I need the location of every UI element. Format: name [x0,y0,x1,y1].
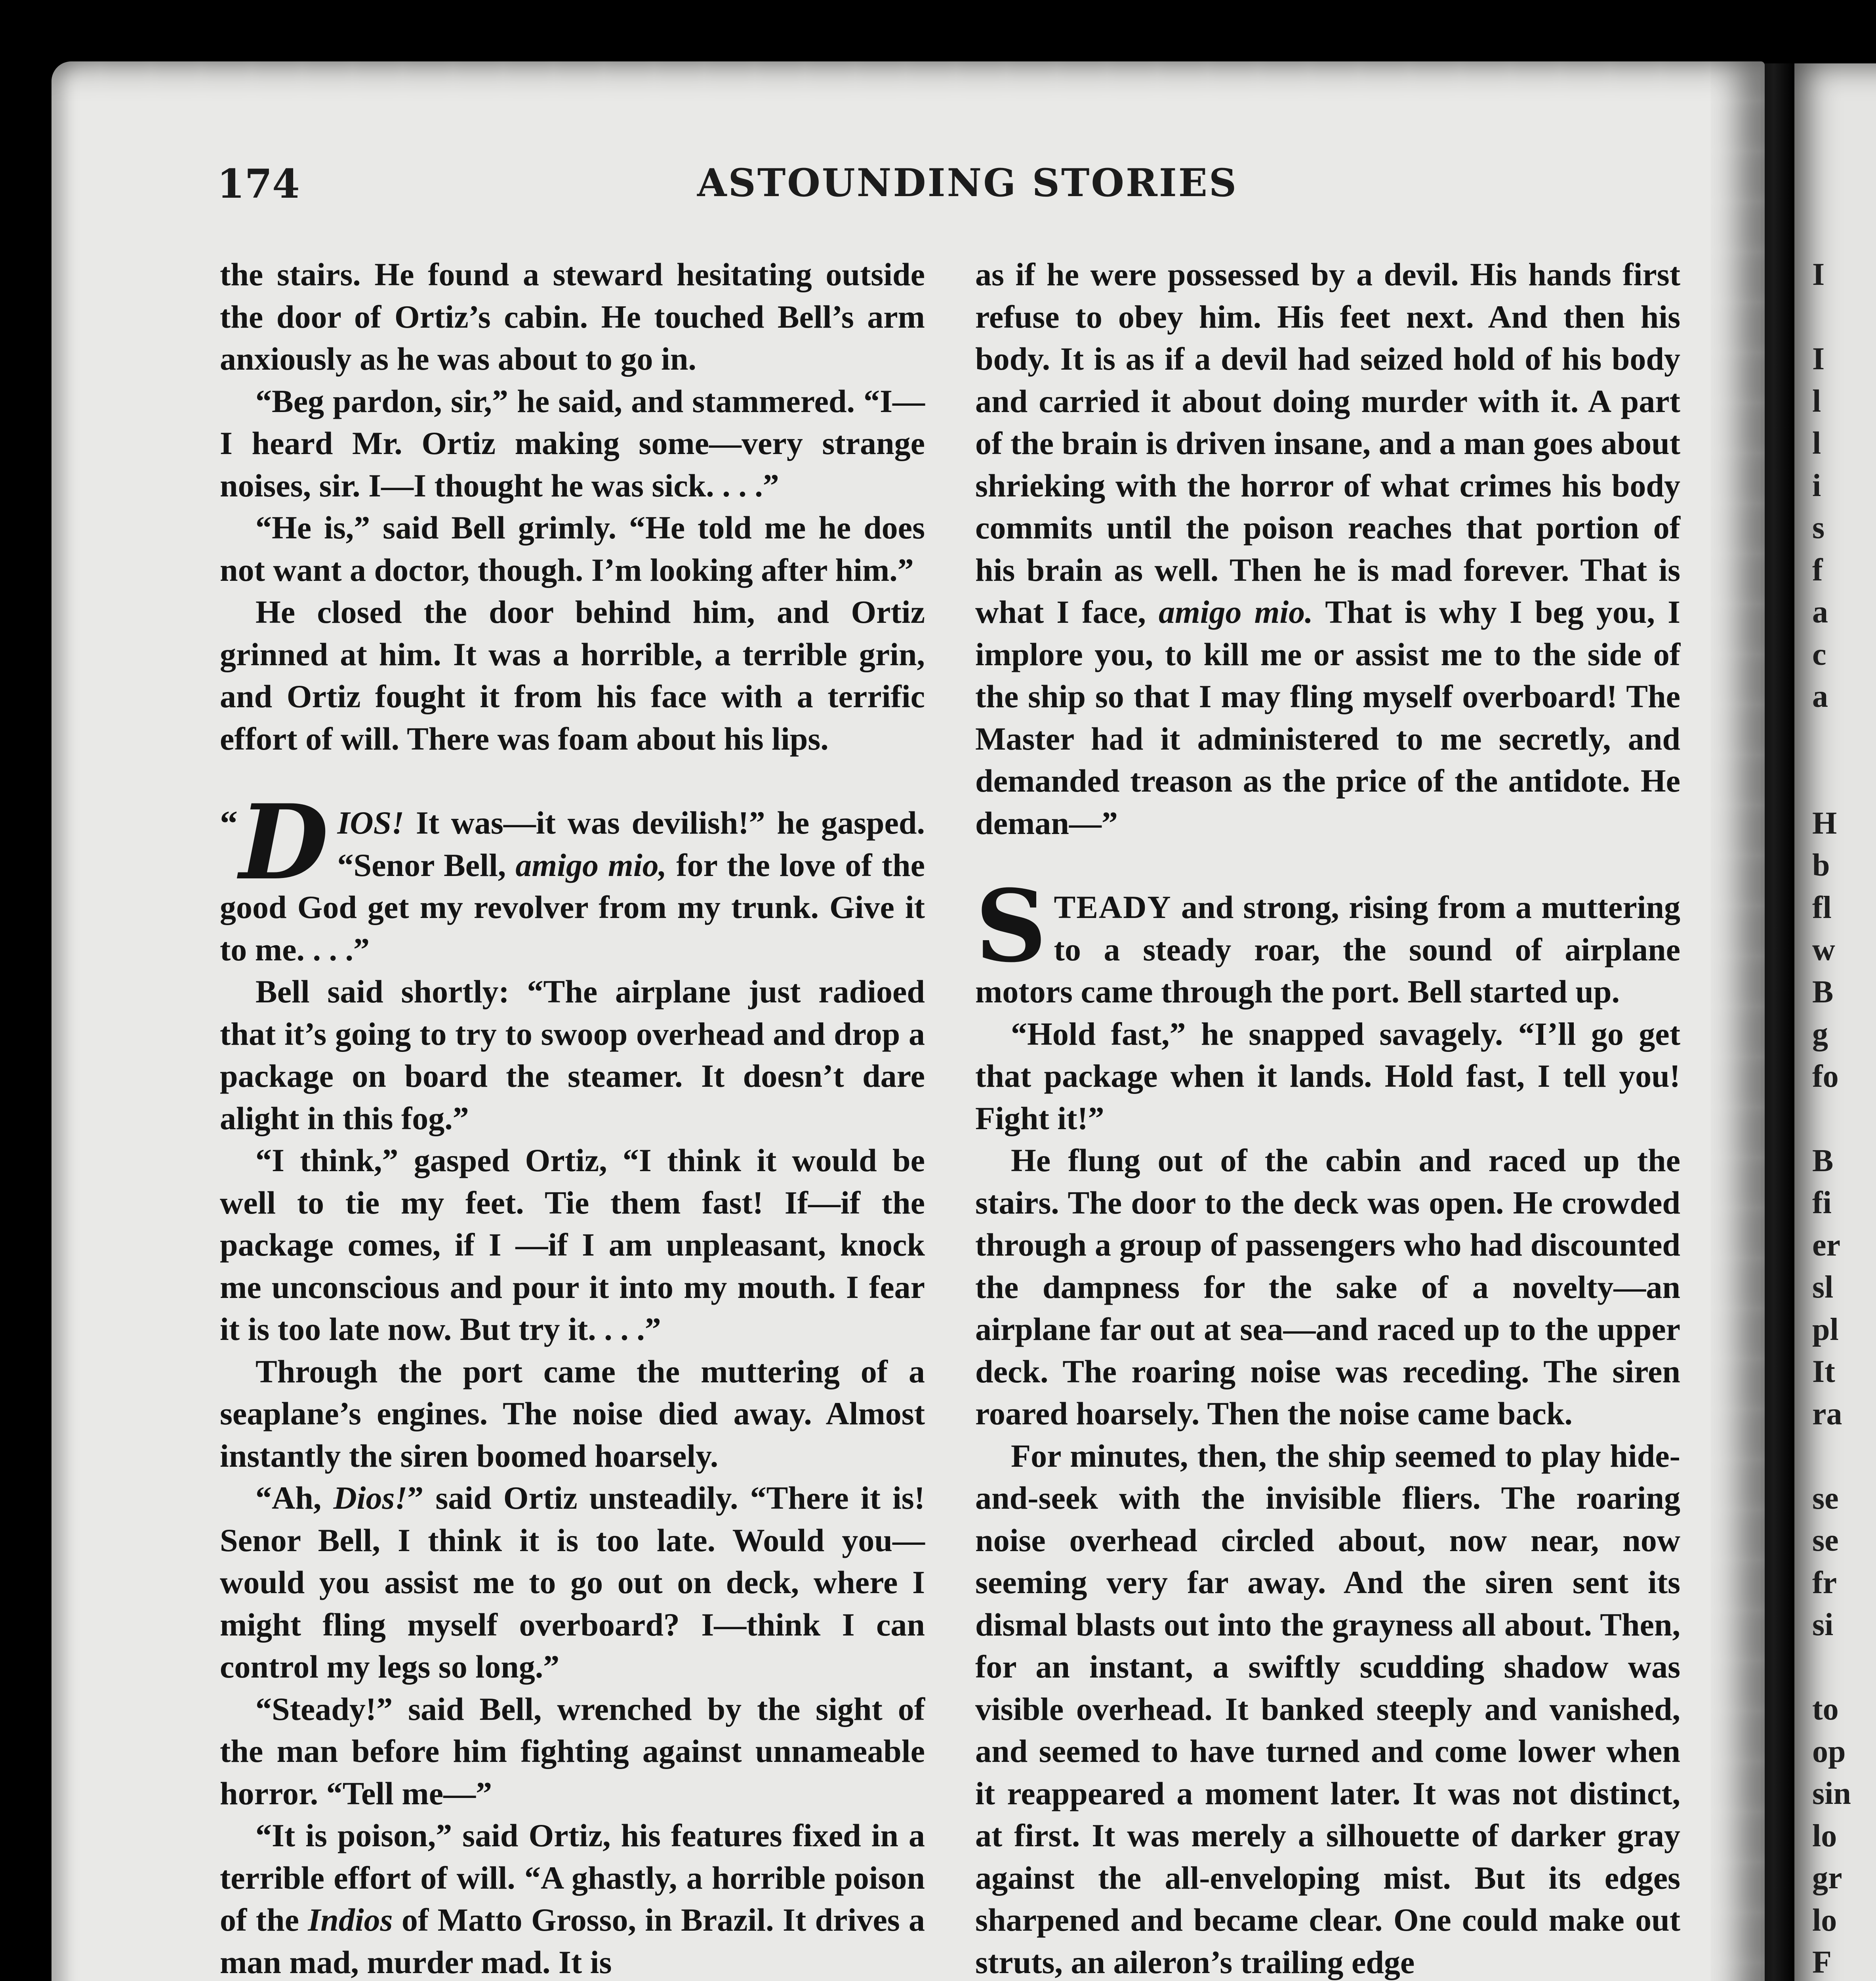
facing-page [1783,63,1876,1981]
facing-page-text-fragments: I I l l i s f a c a H b fl w B g fo B fi er sl pl It ra se se fr si to op sin lo gr lo F [1812,257,1851,1980]
caps-lead: TEADY [1054,889,1172,925]
paragraph: For minutes, then, the ship seemed to play hide-and-seek with the invisible fliers. The roaring noise overhead circled about, now near, now seeming very far away. And the siren sent its dismal blasts out into the grayness all about. Then, for an instant, a swiftly scudding shadow was visible overhead. It banked steeply and vanished, and seemed to have turned and come lower when it reappeared a moment later. It was not distinct, at first. It was merely a silhouette of darker gray against the all-enveloping mist. But its edges sharpened and became clear. One could make out struts, an aileron’s trailing edge [975,1437,1680,1980]
opening-quote-mark: “ [220,804,238,843]
paragraph: “It is poison,” said Ortiz, his features fixed in a terrible effort of will. “A ghastly, a horrible poison of the Indios of Matto Grosso, in Brazil. It drives a man mad, murder mad. It is [220,1817,925,1980]
paragraph: “Steady!” said Bell, wrenched by the sight of the man before him fighting against unnameable horror. “Tell me—” [220,1691,925,1811]
paragraph: “I think,” gasped Ortiz, “I think it would be well to tie my feet. Tie them fast! If—if the package comes, if I —if I am unpleasant, knock me unconscious and pour it into my mouth. I fear it is too late now. But try it. . . .” [220,1142,925,1347]
paragraph: “He is,” said Bell grimly. “He told me he does not want a doctor, though. I’m looking after him.” [220,510,925,588]
page-number: 174 [217,160,300,207]
text-column-right [975,254,1680,1981]
paragraph: He flung out of the cabin and raced up the stairs. The door to the deck was open. He crowded through a group of passengers who had discounted the dampness for the sake of a novelty—an airplane far out at sea—and raced up to the upper deck. The roaring noise was receding. The siren roared hoarsely. Then the noise came back. [975,1142,1680,1431]
section-opening-paragraph: STEADY and strong, rising from a muttering to a steady roar, the sound of airplane motors came through the port. Bell started up. [975,868,1680,1010]
paragraph: “Hold fast,” he snapped savagely. “I’ll go get that package when it lands. Hold fast, I tell you! Fight it!” [975,1015,1680,1136]
small-caps-lead: IOS! [337,805,404,841]
paragraph: the stairs. He found a steward hesitating outside the door of Ortiz’s cabin. He touched Bell’s arm anxiously as he was about to go in. [220,256,925,377]
text-column-left [220,254,925,1981]
paragraph: “Beg pardon, sir,” he said, and stammered. “I—I heard Mr. Ortiz making some—very strange noises, sir. I—I thought he was sick. . . .” [220,383,925,504]
running-head: ASTOUNDING STORIES [697,160,1238,205]
paragraph: Through the port came the muttering of a seaplane’s engines. The noise died away. Almost instantly the siren boomed hoarsely. [220,1353,925,1474]
section-opening-paragraph: “ D IOS! It was—it was devilish!” he gasped. “Senor Bell, amigo mio, for the love of the good God get my revolver from my trunk. Give it to me. . . .” [220,782,925,968]
drop-cap: D [239,782,329,903]
paragraph: “Ah, Dios!” said Ortiz unsteadily. “There it is! Senor Bell, I think it is too late. Would you—would you assist me to go out on deck, where I might fling myself overboard? I—think I can control my legs so long.” [220,1480,925,1685]
drop-cap: S [975,868,1047,984]
paragraph: Bell said shortly: “The airplane just radioed that it’s going to try to swoop overhead and drop a package on board the steamer. It doesn’t dare alight in this fog.” [220,973,925,1136]
paragraph: He closed the door behind him, and Ortiz grinned at him. It was a horrible, a terrible grin, and Ortiz fought it from his face with a terrific effort of will. There was foam about his lips. [220,594,925,757]
paragraph: as if he were possessed by a devil. His hands first refuse to obey him. His feet next. And then his body. It is as if a devil had seized hold of his body and carried it about doing murder with it. A part of the brain is driven insane, and a man goes about shrieking with the horror of what crimes his body commits until the poison reaches that portion of his brain as well. Then he is mad forever. That is what I face, amigo mio. That is why I beg you, I implore you, to kill me or assist me to the side of the ship so that I may fling myself overboard! The Master had it administered to me secretly, and demanded treason as the price of the antidote. He deman—” [975,256,1680,841]
